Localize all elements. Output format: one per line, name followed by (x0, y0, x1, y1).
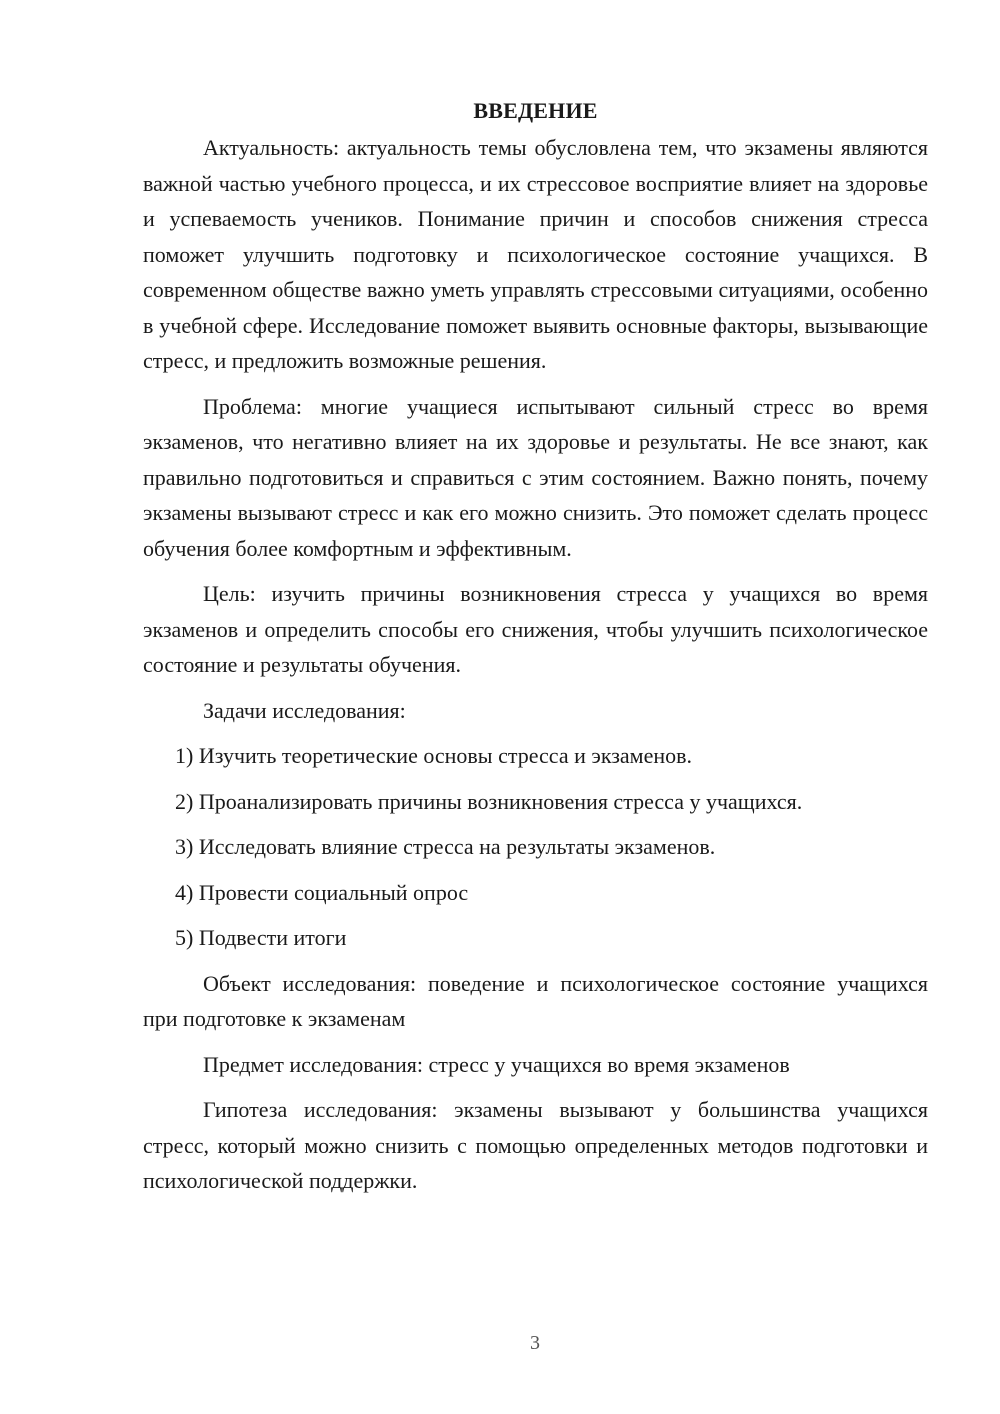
paragraph-hypothesis: Гипотеза исследования: экзамены вызывают у большинства учащихся стресс, который можно снизить с помощью определенных методов подготовки и психологической поддержки. (143, 1097, 928, 1193)
list-item: 3) Исследовать влияние стресса на результаты экзаменов. (175, 834, 716, 859)
list-item: 5) Подвести итоги (175, 925, 347, 950)
paragraph-subject: Предмет исследования: стресс у учащихся во время экзаменов (203, 1051, 790, 1077)
page-content (143, 93, 928, 1209)
tasks-list (143, 738, 928, 956)
list-item: 2) Проанализировать причины возникновения стресса у учащихся. (175, 788, 803, 814)
section-title: ВВЕДЕНИЕ (473, 98, 598, 123)
list-item: 4) Провести социальный опрос (175, 879, 469, 905)
list-item: 1) Изучить теоретические основы стресса и экзаменов. (175, 743, 693, 768)
paragraph-goal: Цель: изучить причины возникновения стресса у учащихся во время экзаменов и определить способы его снижения, чтобы улучшить психологическое состояние и результаты обучения. (143, 581, 928, 677)
page-number: 3 (530, 1332, 540, 1354)
tasks-heading: Задачи исследования: (203, 697, 406, 723)
paragraph-relevance: Актуальность: актуальность темы обусловлена тем, что экзамены являются важной частью учебного процесса, и их стрессовое восприятие влияет на здоровье и успеваемость учеников. Понимание причин и способов снижения стресса поможет улучшить подготовку и психологическое состояние учащихся. В современном обществе важно уметь управлять стрессовыми ситуациями, особенно в учебной сфере. Исследование поможет выявить основные факторы, вызывающие стресс, и предложить возможные решения. (143, 135, 928, 373)
paragraph-problem: Проблема: многие учащиеся испытывают сильный стресс во время экзаменов, что негативно влияет на их здоровье и результаты. Не все знают, как правильно подготовиться и справиться с этим состоянием. Важно понять, почему экзамены вызывают стресс и как его можно снизить. Это поможет сделать процесс обучения более комфортным и эффективным. (143, 393, 928, 561)
paragraph-object: Объект исследования: поведение и психологическое состояние учащихся при подготовке к экзаменам (143, 970, 928, 1031)
